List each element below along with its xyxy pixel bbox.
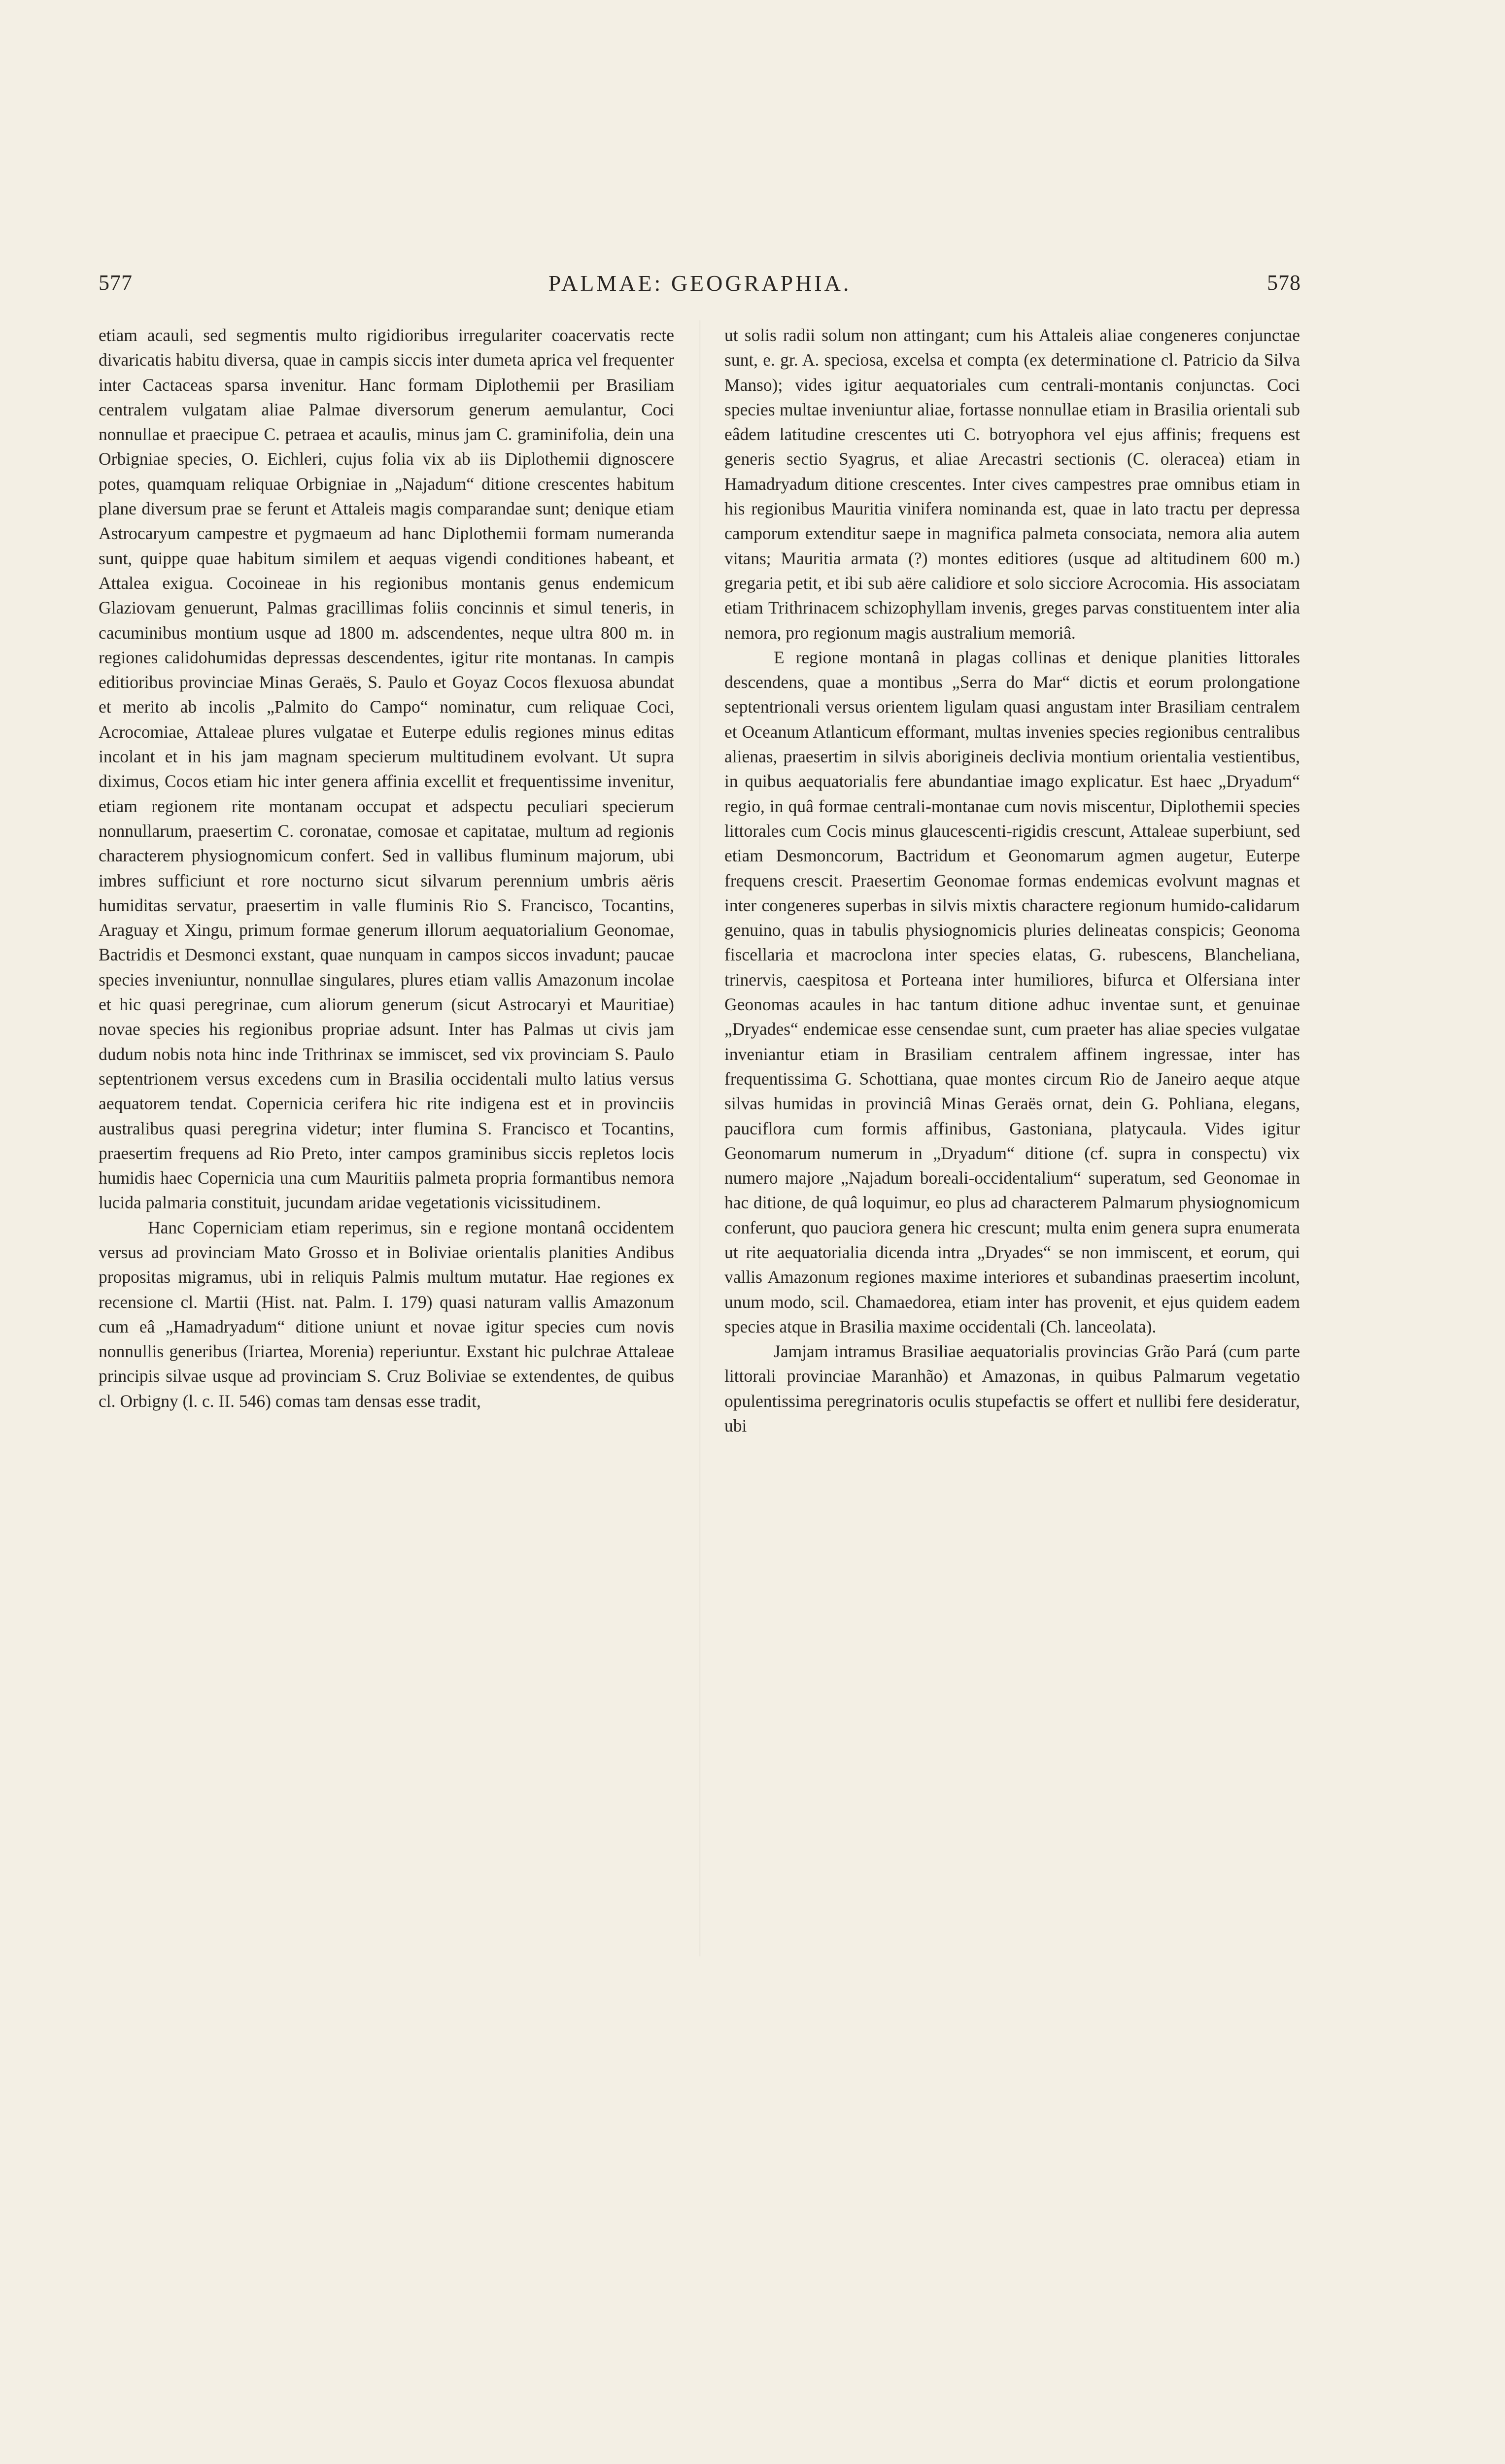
right-paragraph-2: E regione montanâ in plagas collinas et denique planities littorales descendens, quae a montibus „Serra do Mar“ dictis et eorum prolongatione septentrionali versus orientem ligulam quasi angustam inter Brasiliam centralem et Oceanum Atlanticum efformant, multas invenies species regionibus centralibus alienas, praesertim in silvis aborigineis declivia montium orientalia vestientibus, in quibus aequatorialis fere abundantiae imago explicatur. Est haec „Dryadum“ regio, in quâ formae centrali-montanae cum novis miscentur, Diplothemii species littorales cum Cocis minus glaucescenti-rigidis crescunt, Attaleae superbiunt, sed etiam Desmoncorum, Bactridum et Geonomarum agmen augetur, Euterpe frequens crescit. Praesertim Geonomae formas endemicas evolvunt magnas et inter congeneres superbas in silvis mixtis charactere regionum humido-calidarum genuino, quas in tabulis physiognomicis pluries delineatas conspicis; Geonoma fiscellaria et macroclona inter species elatas, G. rubescens, Blancheliana, trinervis, caespitosa et Porteana inter humiliores, bifurca et Olfersiana inter Geonomas acaules in hac tantum ditione adhuc inventae sunt, et genuinae „Dryades“ endemicae esse censendae sunt, cum praeter has aliae species vulgatae inveniantur etiam in Brasiliam centralem affinem ingressae, inter has frequentissima G. Schottiana, quae montes circum Rio de Janeiro aeque atque silvas humidas in provinciâ Minas Geraës ornat, dein G. Pohliana, elegans, pauciflora cum formis affinibus, Gastoniana, platycaula. Vides igitur Geonomarum numerum in „Dryadum“ ditione (cf. supra in conspectu) vix numero majore „Najadum boreali-occidentalium“ superatum, sed Geonomae in hac ditione, de quâ loquimur, eo plus ad characterem Palmarum physiognomicum conferunt, quo pauciora genera hic crescunt; multa enim genera supra enumerata ut rite aequatorialia dicenda intra „Dryades“ se non immiscent, et eorum, qui vallis Amazonum regiones maxime interiores et subandinas praesertim incolunt, unum modo, scil. Chamaedorea, etiam inter has provenit, et ejus quidem eadem species atque in Brasilia maxime occidentali (Ch. lanceolata). — [724, 647, 1300, 1336]
running-title: PALMAE: GEOGRAPHIA. — [548, 271, 852, 296]
column-divider — [699, 320, 700, 1956]
page-number-right: 578 — [1267, 271, 1301, 295]
running-header — [99, 270, 1301, 300]
right-paragraph-3: Jamjam intramus Brasiliae aequatorialis provincias Grão Pará (cum parte littorali provinciae Maranhão) et Amazonas, in quibus Palmarum vegetatio opulentissima peregrinatoris oculis stupefactis se offert et nullibi fere desideratur, ubi — [724, 1341, 1300, 1436]
page-number-left: 577 — [99, 271, 133, 295]
left-paragraph-1: etiam acauli, sed segmentis multo rigidioribus irregulariter coacervatis recte divaricatis habitu diversa, quae in campis siccis inter dumeta aprica vel frequenter inter Cactaceas sparsa invenitur. Hanc formam Diplothemii per Brasiliam centralem vulgatam aliae Palmae diversorum generum aemulantur, Coci nonnullae et praecipue C. petraea et acaulis, minus jam C. graminifolia, dein una Orbigniae species, O. Eichleri, cujus folia vix ab iis Diplothemii dignoscere potes, quamquam reliquae Orbigniae in „Najadum“ ditione crescentes habitum plane diversum prae se ferunt et Attaleis magis comparandae sunt; denique etiam Astrocaryum campestre et pygmaeum ad hanc Diplothemii formam numeranda sunt, quippe quae habitum similem et aequas vigendi conditiones habeant, et Attalea exigua. Cocoineae in his regionibus montanis genus endemicum Glaziovam genuerunt, Palmas gracillimas foliis concinnis et simul teneris, in cacuminibus montium usque ad 1800 m. adscendentes, neque ultra 800 m. in regiones calidohumidas depressas descendentes, igitur rite montanas. In campis editioribus provinciae Minas Geraës, S. Paulo et Goyaz Cocos flexuosa abundat et merito ab incolis „Palmito do Campo“ nominatur, cum reliquae Coci, Acrocomiae, Attaleae plures vulgatae et Euterpe edulis regiones minus editas incolant et in his jam magnam specierum multitudinem evolvant. Ut supra diximus, Cocos etiam hic inter genera affinia excellit et frequentissime invenitur, etiam regionem rite montanam occupat et adspectu peculiari specierum nonnullarum, praesertim C. coronatae, comosae et capitatae, multum ad regionis characterem physiognomicum confert. Sed in vallibus fluminum majorum, ubi imbres sufficiunt et rore nocturno sicut silvarum perennium umbris aëris humiditas servatur, praesertim in valle fluminis Rio S. Francisco, Tocantins, Araguay et Xingu, primum formae generum illorum aequatorialium Geonomae, Bactridis et Desmonci exstant, quae nunquam in campos siccos invadunt; paucae species inveniuntur, nonnullae singulares, plures etiam vallis Amazonum incolae et hic quasi peregrinae, cum aliorum generum (sicut Astrocaryi et Mauritiae) novae species his regionibus propriae adsunt. Inter has Palmas ut civis jam dudum nobis nota hinc inde Trithrinax se immiscet, sed vix provinciam S. Paulo septentrionem versus excedens cum in Brasilia occidentali multo latius versus aequatorem tendat. Copernicia cerifera hic rite indigena est et in provinciis australibus quasi peregrina videtur; inter flumina S. Francisco et Tocantins, praesertim frequens ad Rio Preto, inter campos graminibus siccis repletos locis humidis haec Copernicia una cum Mauritiis palmeta propria formantibus nemora lucida palmaria constituit, jucundam aridae vegetationis vicissitudinem. — [99, 325, 674, 1213]
left-column — [99, 323, 674, 1413]
right-column — [724, 323, 1300, 1438]
right-paragraph-1: ut solis radii solum non attingant; cum his Attaleis aliae congeneres conjunctae sunt, e. gr. A. speciosa, excelsa et compta (ex determinatione cl. Patricio da Silva Manso); vides igitur aequatoriales cum centrali-montanis conjunctas. Coci species multae inveniuntur aliae, fortasse nonnullae etiam in Brasilia orientali sub eâdem latitudine crescentes uti C. botryophora vel ejus affinis; frequens est generis sectio Syagrus, et aliae Arecastri sectionis (C. oleracea) etiam in Hamadryadum ditione crescentes. Inter cives campestres prae omnibus etiam in his regionibus Mauritia vinifera nominanda est, quae in lato tractu per depressa camporum extenditur saepe in magnifica palmeta consociata, nemora alia autem vitans; Mauritia armata (?) montes editiores (usque ad altitudinem 600 m.) gregaria petit, et ibi sub aëre calidiore et solo sicciore Acrocomia. His associatam etiam Trithrinacem schizophyllam invenis, greges parvas constituentem inter alia nemora, pro regionum magis australium memoriâ. — [724, 325, 1300, 643]
left-paragraph-2: Hanc Coperniciam etiam reperimus, sin e regione montanâ occidentem versus ad provinciam Mato Grosso et in Boliviae orientalis planities Andibus propositas migramus, ubi in reliquis Palmis multum mutatur. Hae regiones ex recensione cl. Martii (Hist. nat. Palm. I. 179) quasi naturam vallis Amazonum cum eâ „Hamadryadum“ ditione uniunt et novae igitur species cum novis nonnullis generibus (Iriartea, Morenia) reperiuntur. Exstant hic pulchrae Attaleae principis silvae usque ad provinciam S. Cruz Boliviae se extendentes, de quibus cl. Orbigny (l. c. II. 546) comas tam densas esse tradit, — [99, 1217, 674, 1411]
